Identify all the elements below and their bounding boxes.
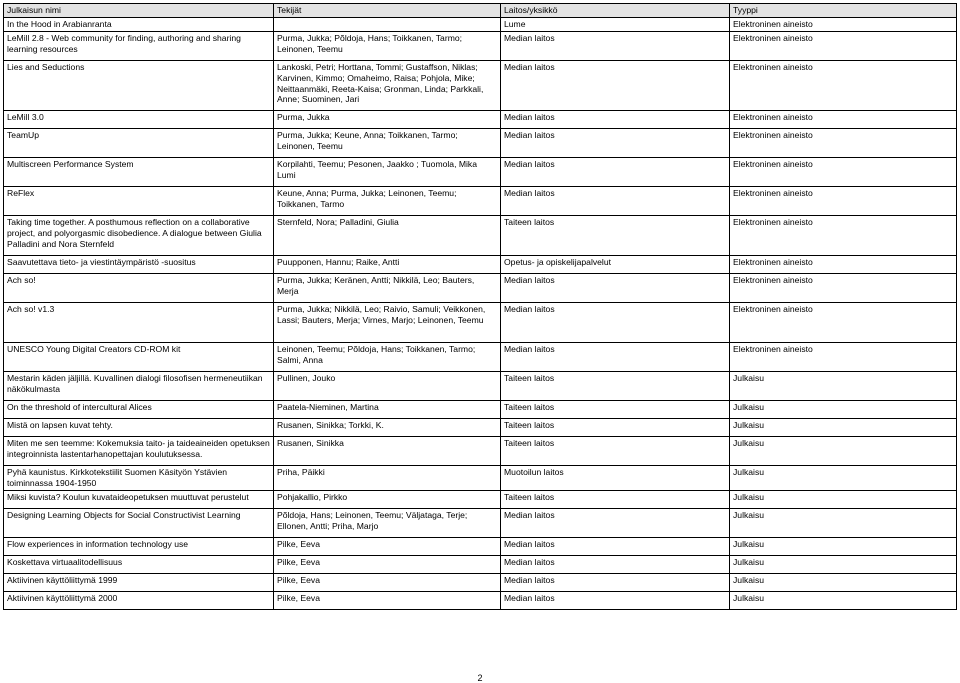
row-authors: Purma, Jukka; Keränen, Antti; Nikkilä, Leo; Bauters, Merja xyxy=(274,274,501,303)
row-type: Elektroninen aineisto xyxy=(730,158,957,187)
row-unit: Taiteen laitos xyxy=(501,491,730,509)
row-type: Julkaisu xyxy=(730,491,957,509)
row-type: Elektroninen aineisto xyxy=(730,343,957,372)
row-type: Julkaisu xyxy=(730,574,957,592)
row-title: Ach so! xyxy=(4,274,274,303)
row-type: Julkaisu xyxy=(730,466,957,491)
table-row xyxy=(4,343,957,372)
row-title: In the Hood in Arabianranta xyxy=(4,18,274,32)
row-unit: Median laitos xyxy=(501,187,730,216)
row-title: Pyhä kaunistus. Kirkkotekstiilit Suomen Käsityön Ystävien toiminnassa 1904-1950 xyxy=(4,466,274,491)
row-type: Elektroninen aineisto xyxy=(730,111,957,129)
header-row xyxy=(4,4,957,18)
table-row xyxy=(4,574,957,592)
row-type: Elektroninen aineisto xyxy=(730,256,957,274)
row-unit: Median laitos xyxy=(501,343,730,372)
page-number: 2 xyxy=(477,673,483,683)
row-authors: Pilke, Eeva xyxy=(274,592,501,610)
table-row xyxy=(4,556,957,574)
row-unit: Taiteen laitos xyxy=(501,372,730,401)
row-authors: Purma, Jukka; Keune, Anna; Toikkanen, Tarmo; Leinonen, Teemu xyxy=(274,129,501,158)
row-authors: Rusanen, Sinikka xyxy=(274,437,501,466)
row-title: Miten me sen teemme: Kokemuksia taito- ja taideaineiden opetuksen integroinnista lastentarhanopettajan koulutuksessa. xyxy=(4,437,274,466)
row-unit: Taiteen laitos xyxy=(501,216,730,256)
row-title: Lies and Seductions xyxy=(4,61,274,111)
table-row xyxy=(4,592,957,610)
row-unit: Median laitos xyxy=(501,592,730,610)
row-title: Ach so! v1.3 xyxy=(4,303,274,343)
row-title: Multiscreen Performance System xyxy=(4,158,274,187)
row-unit: Median laitos xyxy=(501,274,730,303)
row-authors: Lankoski, Petri; Horttana, Tommi; Gustaffson, Niklas; Karvinen, Kimmo; Omaheimo, Raisa; Pohjola, Mike; Neittaanmäki, Reeta-Kaisa; Gronman, Linda; Parkkali, Anne; Suominen, Jari xyxy=(274,61,501,111)
row-authors: Keune, Anna; Purma, Jukka; Leinonen, Teemu; Toikkanen, Tarmo xyxy=(274,187,501,216)
row-authors: Paatela-Nieminen, Martina xyxy=(274,401,501,419)
table-row xyxy=(4,216,957,256)
row-title: Mestarin käden jäljillä. Kuvallinen dialogi filosofisen hermeneutiikan näkökulmasta xyxy=(4,372,274,401)
row-title: Aktiivinen käyttöliittymä 2000 xyxy=(4,592,274,610)
row-title: LeMill 3.0 xyxy=(4,111,274,129)
table-row xyxy=(4,274,957,303)
row-title: Aktiivinen käyttöliittymä 1999 xyxy=(4,574,274,592)
row-unit: Taiteen laitos xyxy=(501,419,730,437)
row-authors: Leinonen, Teemu; Põldoja, Hans; Toikkanen, Tarmo; Salmi, Anna xyxy=(274,343,501,372)
table-row xyxy=(4,509,957,538)
row-authors: Pohjakallio, Pirkko xyxy=(274,491,501,509)
row-unit: Lume xyxy=(501,18,730,32)
row-unit: Median laitos xyxy=(501,32,730,61)
row-type: Elektroninen aineisto xyxy=(730,18,957,32)
row-authors xyxy=(274,18,501,32)
row-authors: Purma, Jukka xyxy=(274,111,501,129)
row-title: On the threshold of intercultural Alices xyxy=(4,401,274,419)
table-row xyxy=(4,158,957,187)
table-row xyxy=(4,32,957,61)
row-authors: Põldoja, Hans; Leinonen, Teemu; Väljataga, Terje; Ellonen, Antti; Priha, Marjo xyxy=(274,509,501,538)
row-authors: Pilke, Eeva xyxy=(274,574,501,592)
table-row xyxy=(4,129,957,158)
row-title: Koskettava virtuaalitodellisuus xyxy=(4,556,274,574)
row-unit: Median laitos xyxy=(501,574,730,592)
row-title: UNESCO Young Digital Creators CD-ROM kit xyxy=(4,343,274,372)
table-row xyxy=(4,111,957,129)
row-authors: Purma, Jukka; Nikkilä, Leo; Raivio, Samuli; Veikkonen, Lassi; Bauters, Merja; Virnes, Marjo; Leinonen, Teemu xyxy=(274,303,501,343)
header-type: Tyyppi xyxy=(730,4,957,18)
row-authors: Rusanen, Sinikka; Torkki, K. xyxy=(274,419,501,437)
row-unit: Median laitos xyxy=(501,129,730,158)
row-type: Julkaisu xyxy=(730,419,957,437)
row-authors: Korpilahti, Teemu; Pesonen, Jaakko ; Tuomola, Mika Lumi xyxy=(274,158,501,187)
table-row xyxy=(4,256,957,274)
row-type: Elektroninen aineisto xyxy=(730,274,957,303)
row-unit: Median laitos xyxy=(501,61,730,111)
table-row xyxy=(4,419,957,437)
row-type: Elektroninen aineisto xyxy=(730,303,957,343)
row-unit: Median laitos xyxy=(501,111,730,129)
row-type: Julkaisu xyxy=(730,437,957,466)
table-row xyxy=(4,18,957,32)
row-type: Elektroninen aineisto xyxy=(730,216,957,256)
header-authors: Tekijät xyxy=(274,4,501,18)
row-title: ReFlex xyxy=(4,187,274,216)
row-title: Taking time together. A posthumous reflection on a collaborative project, and polyorgasmic disobedience. A dialogue between Giulia Palladini and Nora Sternfeld xyxy=(4,216,274,256)
row-title: LeMill 2.8 - Web community for finding, authoring and sharing learning resources xyxy=(4,32,274,61)
row-authors: Purma, Jukka; Põldoja, Hans; Toikkanen, Tarmo; Leinonen, Teemu xyxy=(274,32,501,61)
row-type: Julkaisu xyxy=(730,372,957,401)
row-authors: Sternfeld, Nora; Palladini, Giulia xyxy=(274,216,501,256)
row-unit: Opetus- ja opiskelijapalvelut xyxy=(501,256,730,274)
row-authors: Pilke, Eeva xyxy=(274,556,501,574)
row-unit: Median laitos xyxy=(501,538,730,556)
row-title: Mistä on lapsen kuvat tehty. xyxy=(4,419,274,437)
row-title: Saavutettava tieto- ja viestintäympäristö -suositus xyxy=(4,256,274,274)
row-type: Julkaisu xyxy=(730,592,957,610)
row-authors: Priha, Päikki xyxy=(274,466,501,491)
table-row xyxy=(4,401,957,419)
row-title: Flow experiences in information technology use xyxy=(4,538,274,556)
table-row xyxy=(4,491,957,509)
publications-table xyxy=(3,3,957,610)
row-type: Julkaisu xyxy=(730,538,957,556)
table-row xyxy=(4,303,957,343)
row-type: Elektroninen aineisto xyxy=(730,61,957,111)
table-row xyxy=(4,372,957,401)
row-unit: Median laitos xyxy=(501,509,730,538)
table-row xyxy=(4,538,957,556)
row-unit: Muotoilun laitos xyxy=(501,466,730,491)
header-unit: Laitos/yksikkö xyxy=(501,4,730,18)
row-type: Elektroninen aineisto xyxy=(730,32,957,61)
table-row xyxy=(4,437,957,466)
row-authors: Pilke, Eeva xyxy=(274,538,501,556)
table-row xyxy=(4,466,957,491)
row-authors: Pullinen, Jouko xyxy=(274,372,501,401)
row-unit: Median laitos xyxy=(501,303,730,343)
row-type: Elektroninen aineisto xyxy=(730,129,957,158)
row-type: Julkaisu xyxy=(730,556,957,574)
row-unit: Taiteen laitos xyxy=(501,401,730,419)
row-authors: Puupponen, Hannu; Raike, Antti xyxy=(274,256,501,274)
row-type: Julkaisu xyxy=(730,509,957,538)
row-title: Designing Learning Objects for Social Constructivist Learning xyxy=(4,509,274,538)
row-unit: Median laitos xyxy=(501,556,730,574)
row-title: TeamUp xyxy=(4,129,274,158)
header-title: Julkaisun nimi xyxy=(4,4,274,18)
row-title: Miksi kuvista? Koulun kuvataideopetuksen muuttuvat perustelut xyxy=(4,491,274,509)
table-row xyxy=(4,61,957,111)
table-body xyxy=(4,18,957,610)
row-type: Julkaisu xyxy=(730,401,957,419)
row-unit: Taiteen laitos xyxy=(501,437,730,466)
row-type: Elektroninen aineisto xyxy=(730,187,957,216)
table-row xyxy=(4,187,957,216)
row-unit: Median laitos xyxy=(501,158,730,187)
